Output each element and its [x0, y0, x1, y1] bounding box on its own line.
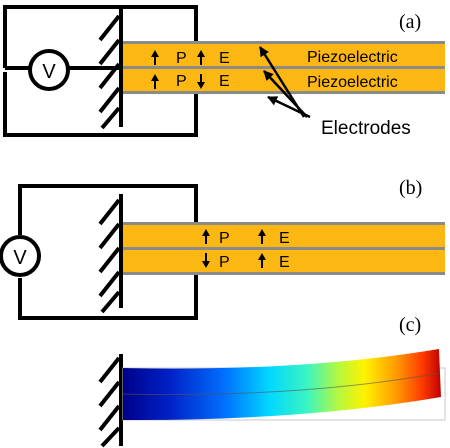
panel-c-deformed-beam: [123, 349, 441, 420]
panel-b-electrode-top: [123, 222, 445, 225]
panel-a-electrode-top: [123, 41, 445, 44]
panel-b-bottom-field: E: [279, 254, 290, 271]
panel-a-source-symbol: V: [42, 61, 56, 83]
panel-a-top-field: E: [219, 50, 230, 67]
hatch-line: [100, 248, 119, 272]
panel-b-top-polarization: P: [219, 230, 230, 247]
panel-a-electrodes-label: Electrodes: [321, 118, 411, 139]
panel-b-bottom-polarization: P: [219, 254, 230, 271]
panel-a-voltage-source: [30, 51, 68, 89]
panel-b-source-symbol: V: [13, 247, 27, 269]
hatch-line: [102, 428, 119, 446]
panel-c-label: (c): [399, 314, 422, 336]
panel-b-voltage-source: [1, 237, 39, 275]
panel-a-label: (a): [399, 11, 422, 33]
hatch-line: [100, 200, 119, 224]
panel-a-bottom-material: Piezoelectric: [307, 74, 398, 91]
hatch-line: [100, 382, 119, 406]
hatch-line: [102, 292, 119, 312]
panel-b-electrode-bottom: [123, 272, 445, 275]
panel-a-bottom-field: E: [219, 73, 230, 90]
hatch-line: [100, 406, 119, 430]
panel-a-top-material: Piezoelectric: [307, 49, 398, 66]
hatch-line: [100, 224, 119, 248]
panel-b-top-field: E: [279, 230, 290, 247]
panel-a-top-polarization: P: [176, 50, 187, 67]
panel-b-electrode-middle: [123, 247, 445, 250]
panel-c-clamp: [100, 354, 121, 446]
panel-a-electrode-middle: [123, 66, 445, 69]
panel-a: [5, 7, 445, 139]
panel-b-clamp: [100, 194, 121, 312]
hatch-line: [100, 16, 119, 40]
hatch-line: [102, 108, 119, 128]
panel-b: [1, 177, 445, 318]
panel-c: [100, 314, 445, 446]
panel-b-label: (b): [399, 177, 423, 199]
pointer-arrow: [268, 97, 310, 117]
hatch-line: [100, 40, 119, 64]
panel-a-bottom-polarization: P: [176, 73, 187, 90]
hatch-line: [100, 358, 119, 382]
